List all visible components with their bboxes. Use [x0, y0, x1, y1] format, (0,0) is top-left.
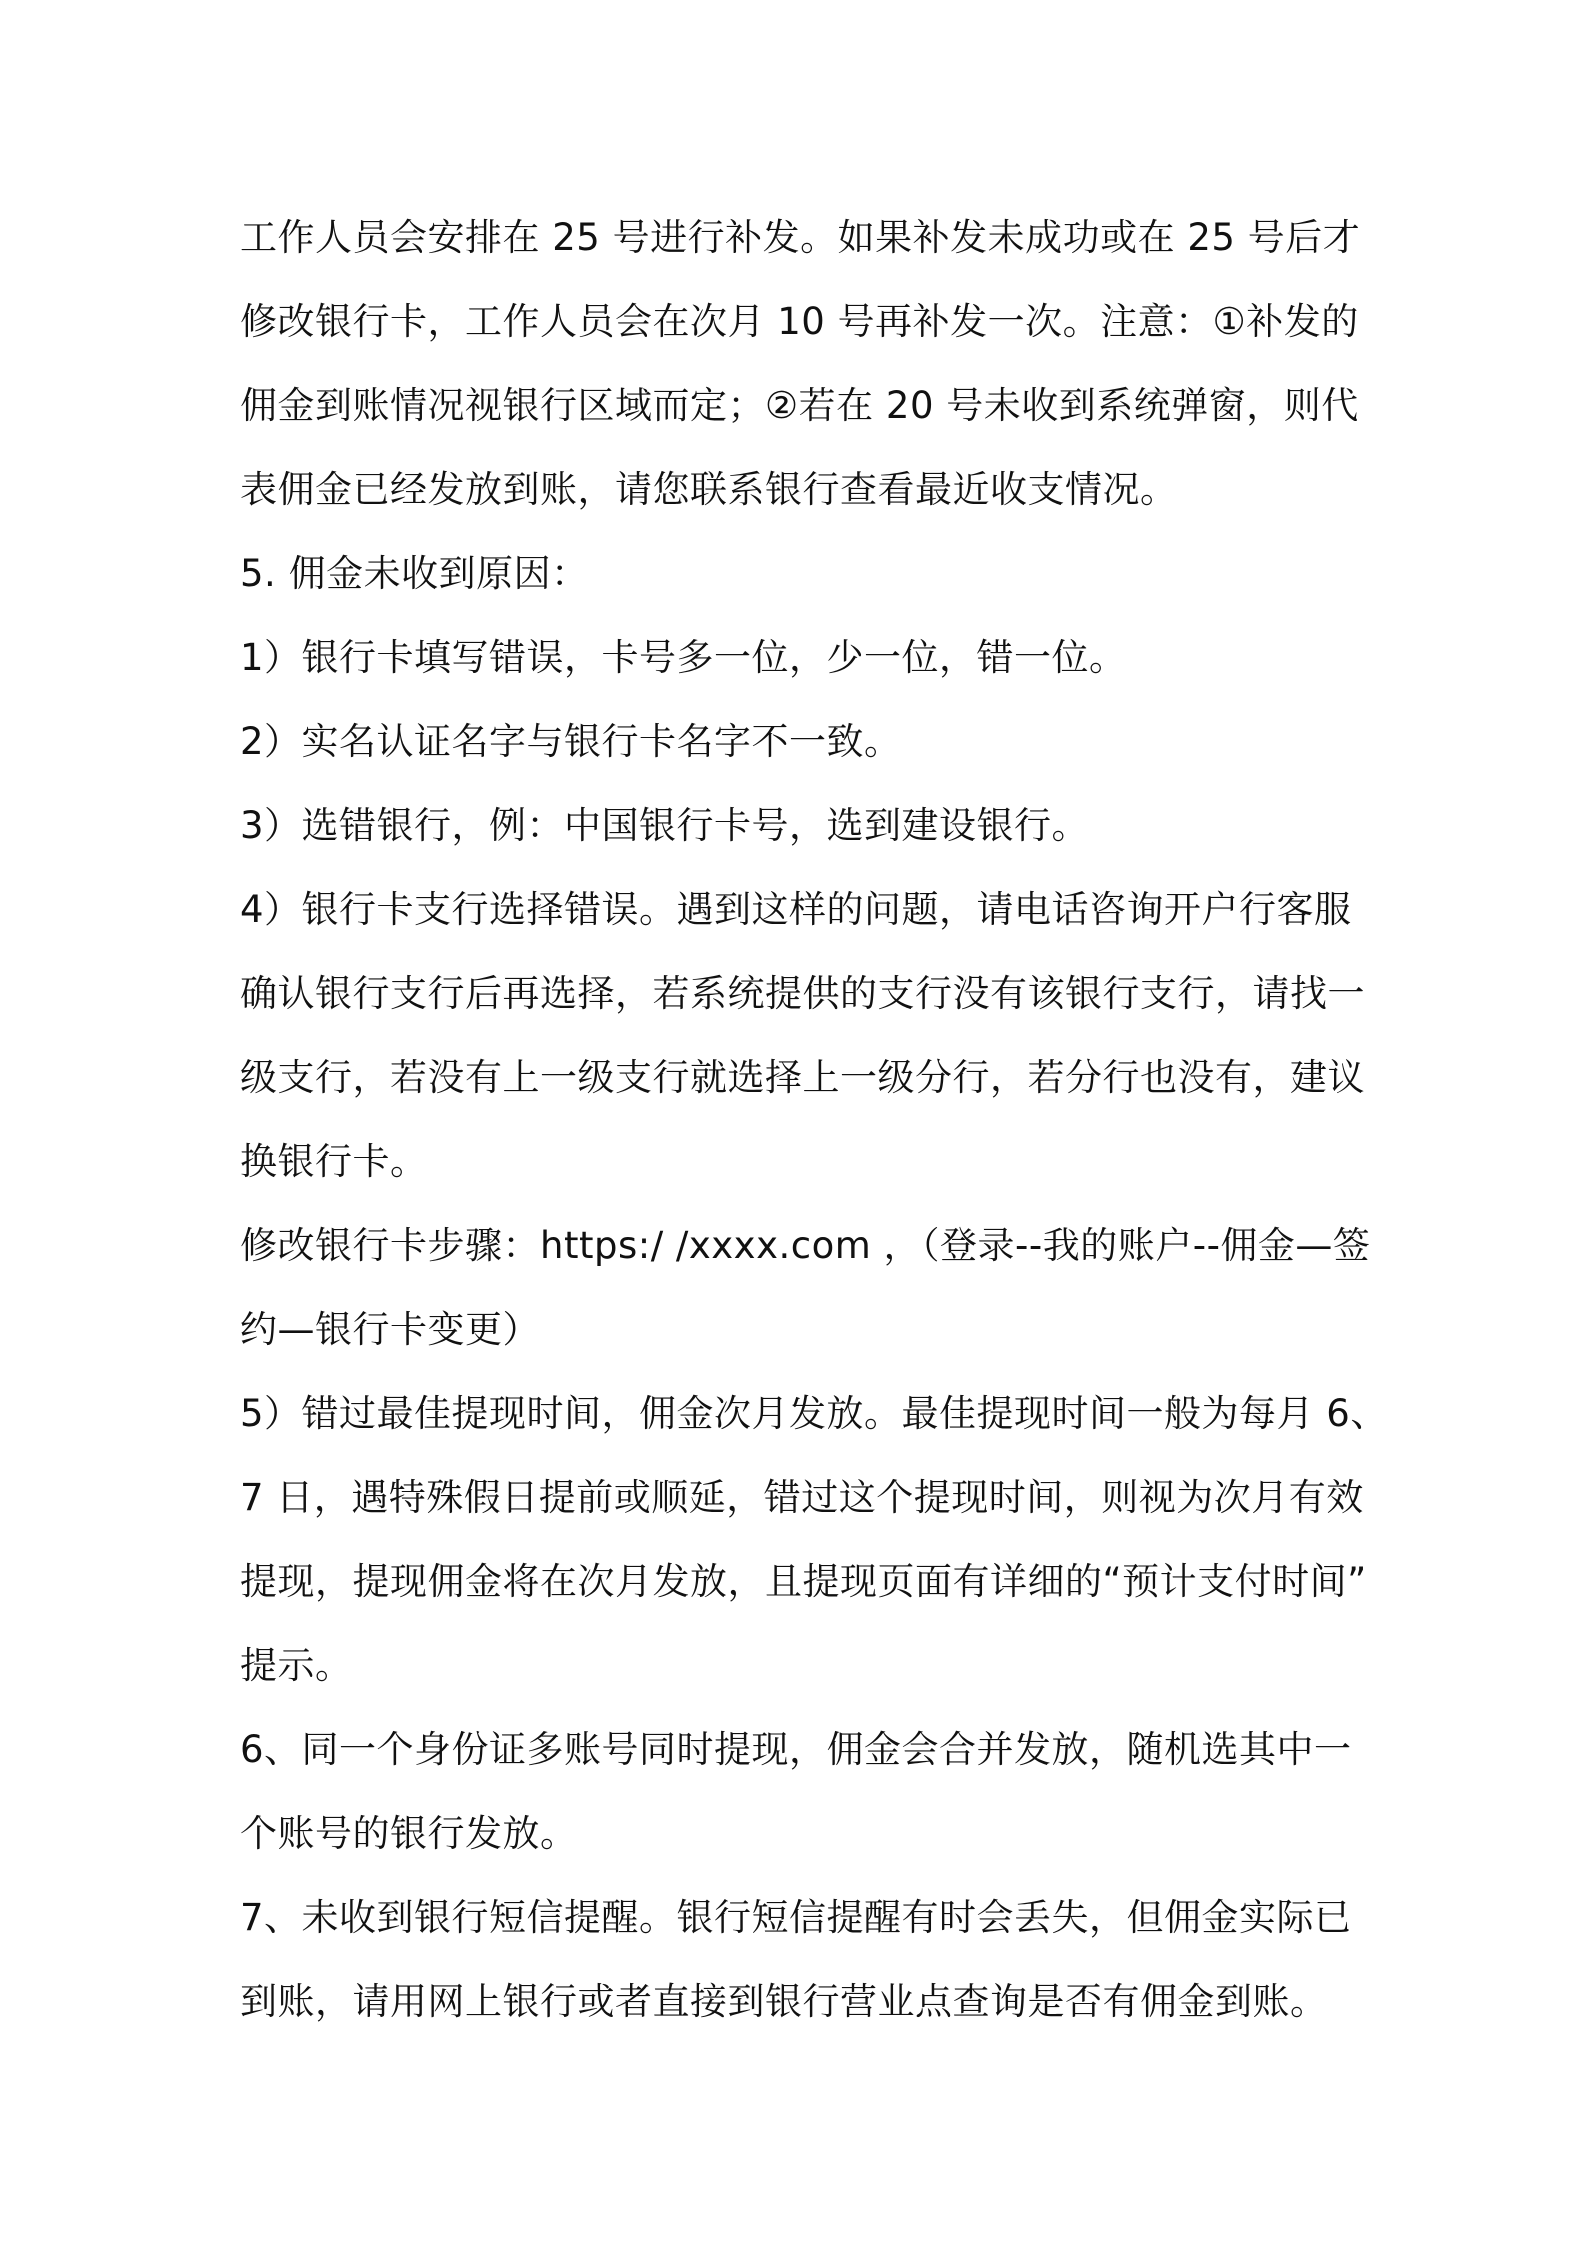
body-line: 修改银行卡，工作人员会在次月 10 号再补发一次。注意：①补发的	[240, 300, 1359, 343]
list-item-5: 5）错过最佳提现时间，佣金次月发放。最佳提现时间一般为每月 6、	[240, 1392, 1388, 1435]
list-item-2: 2）实名认证名字与银行卡名字不一致。	[240, 720, 902, 763]
list-item-6-continued: 个账号的银行发放。	[240, 1812, 578, 1855]
list-item-5-continued: 提示。	[240, 1644, 353, 1687]
list-item-7: 7、未收到银行短信提醒。银行短信提醒有时会丢失，但佣金实际已	[240, 1896, 1352, 1939]
body-line: 工作人员会安排在 25 号进行补发。如果补发未成功或在 25 号后才	[240, 216, 1361, 259]
bank-card-steps-continued: 约—银行卡变更）	[240, 1308, 540, 1351]
document-body	[240, 196, 1388, 2044]
list-item-7-continued: 到账，请用网上银行或者直接到银行营业点查询是否有佣金到账。	[240, 1980, 1328, 2023]
list-item-4-continued: 确认银行支行后再选择，若系统提供的支行没有该银行支行，请找一	[240, 972, 1365, 1015]
section-heading: 5. 佣金未收到原因：	[240, 552, 589, 595]
body-line: 表佣金已经发放到账，请您联系银行查看最近收支情况。	[240, 468, 1178, 511]
body-line: 佣金到账情况视银行区域而定；②若在 20 号未收到系统弹窗，则代	[240, 384, 1359, 427]
bank-card-steps: 修改银行卡步骤：https:/ /xxxx.com ，（登录--我的账户--佣金—签	[240, 1224, 1371, 1267]
list-item-4-continued: 级支行，若没有上一级支行就选择上一级分行，若分行也没有，建议	[240, 1056, 1365, 1099]
list-item-4-continued: 换银行卡。	[240, 1140, 428, 1183]
list-item-6: 6、同一个身份证多账号同时提现，佣金会合并发放，随机选其中一	[240, 1728, 1352, 1771]
list-item-1: 1）银行卡填写错误，卡号多一位，少一位，错一位。	[240, 636, 1127, 679]
list-item-3: 3）选错银行，例：中国银行卡号，选到建设银行。	[240, 804, 1090, 847]
list-item-5-continued: 7 日，遇特殊假日提前或顺延，错过这个提现时间，则视为次月有效	[240, 1476, 1364, 1519]
list-item-5-continued: 提现，提现佣金将在次月发放，且提现页面有详细的“预计支付时间”	[240, 1560, 1367, 1603]
list-item-4: 4）银行卡支行选择错误。遇到这样的问题，请电话咨询开户行客服	[240, 888, 1352, 931]
